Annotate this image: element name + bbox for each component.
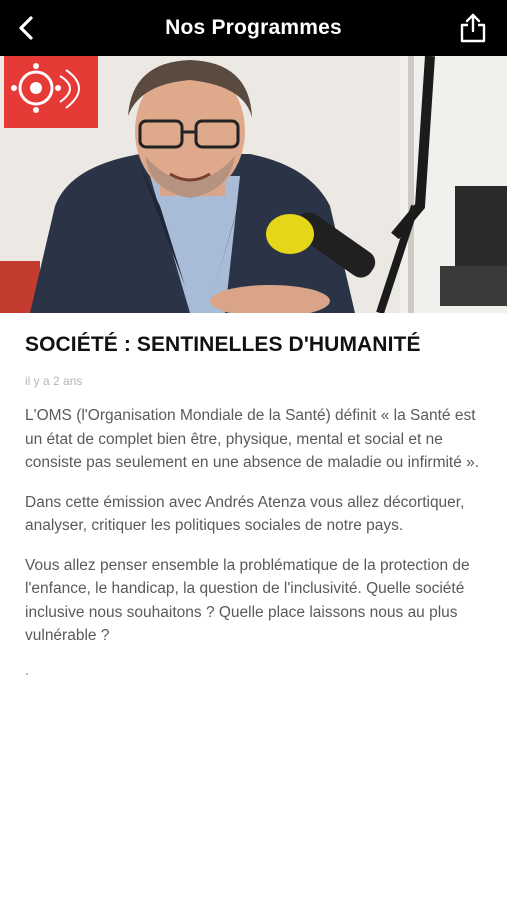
article-paragraph: Vous allez penser ensemble la problématique de la protection de l'enfance, le handicap, la question de l'inclusivité. Quelle société inclusive nous souhaitons ? Quelle place laissons nous au plus vulnérable ? xyxy=(25,556,470,644)
share-button[interactable] xyxy=(457,12,489,44)
back-button[interactable] xyxy=(8,10,44,46)
article-title: SOCIÉTÉ : SENTINELLES D'HUMANITÉ xyxy=(25,333,421,356)
share-icon xyxy=(459,13,487,43)
top-navigation-bar xyxy=(0,0,507,56)
trailing-text: . xyxy=(25,661,30,679)
page-title: Nos Programmes xyxy=(165,16,342,39)
article-paragraph: Dans cette émission avec Andrés Atenza vous allez décortiquer, analyser, critiquer les politiques sociales de notre pays. xyxy=(25,493,465,534)
article-body xyxy=(25,313,490,679)
article-date: il y a 2 ans xyxy=(25,374,83,388)
article-hero-image xyxy=(0,56,507,313)
article-paragraph: L'OMS (l'Organisation Mondiale de la Santé) définit « la Santé est un état de complet bien être, physique, mental et social et ne consiste pas seulement en une absence de maladie ou infirmité ». xyxy=(25,407,480,471)
chevron-left-icon xyxy=(15,15,37,41)
studio-photo xyxy=(0,56,507,313)
